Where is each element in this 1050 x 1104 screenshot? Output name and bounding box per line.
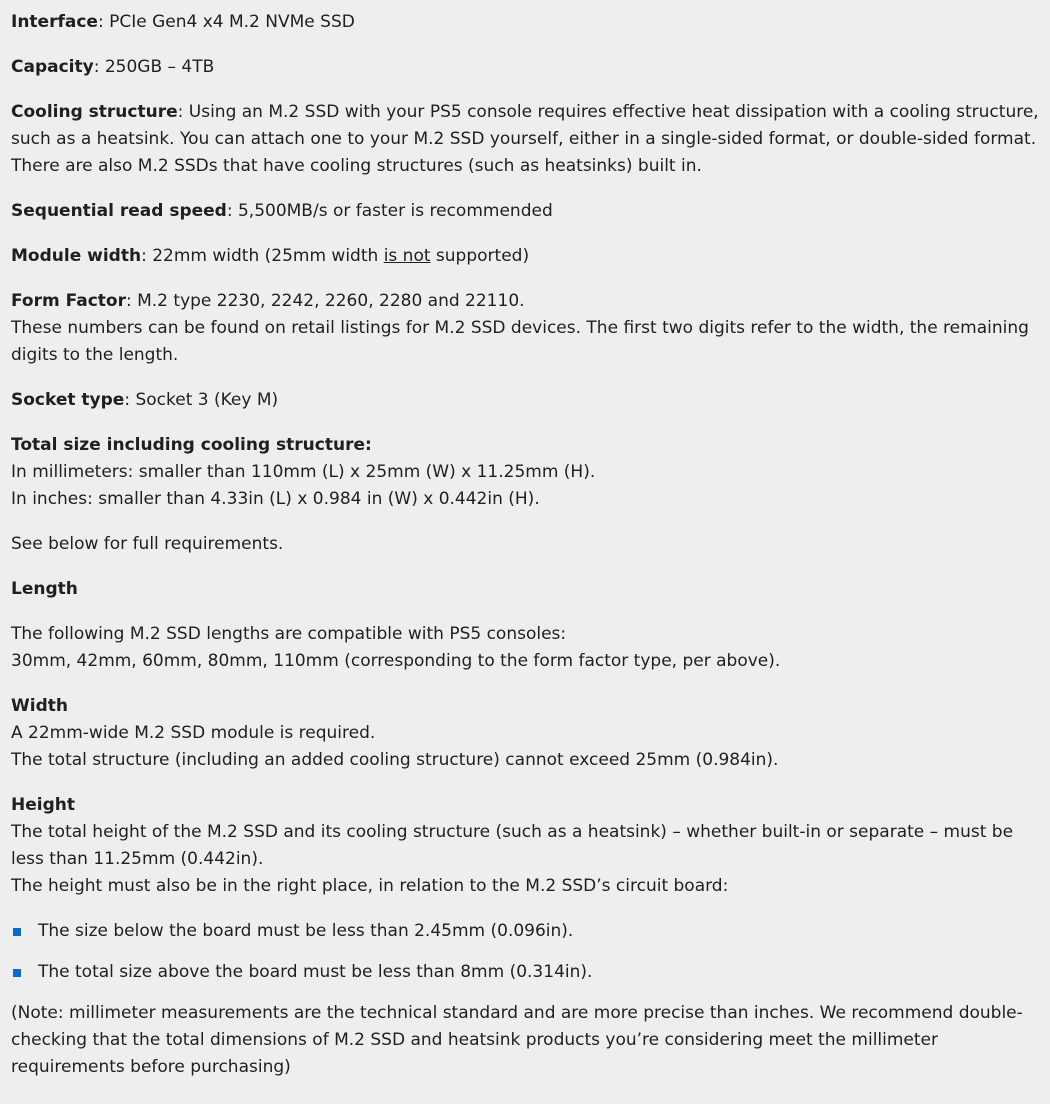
- list-item-text: The size below the board must be less than 2.45mm (0.096in).: [38, 921, 574, 941]
- emphasis-underline: is not: [383, 246, 431, 266]
- see-below-text: See below for full requirements.: [11, 534, 284, 554]
- section-text-line: The total height of the M.2 SSD and its cooling structure (such as a heatsink) – whether built-in or separate – must be: [11, 822, 1014, 842]
- spec-socket-type: [11, 387, 1039, 414]
- spec-label: Module width: [11, 246, 142, 266]
- spec-interface: [11, 9, 1039, 36]
- spec-label: Socket type: [11, 390, 125, 410]
- section-height: [11, 792, 1039, 900]
- section-title-height: Height: [11, 795, 75, 815]
- spec-value: : PCIe Gen4 x4 M.2 NVMe SSD: [97, 12, 355, 32]
- list-item: [11, 918, 1039, 945]
- spec-text-line: In millimeters: smaller than 110mm (L) x 25mm (W) x 11.25mm (H).: [11, 462, 596, 482]
- height-bullet-list: [11, 918, 1039, 986]
- spec-value: : M.2 type 2230, 2242, 2260, 2280 and 22110.: [125, 291, 525, 311]
- spec-value: : Using an M.2 SSD with your PS5 console requires effective heat dissipation with a cooling structure,: [177, 102, 1039, 122]
- bullet-square-icon: [13, 928, 21, 936]
- spec-cooling-structure: [11, 99, 1039, 180]
- spec-text-line: There are also M.2 SSDs that have cooling structures (such as heatsinks) built in.: [11, 156, 702, 176]
- spec-label: Sequential read speed: [11, 201, 227, 221]
- bullet-square-icon: [13, 969, 21, 977]
- list-item-text: The total size above the board must be less than 8mm (0.314in).: [38, 962, 593, 982]
- spec-value: : 22mm width (25mm width: [141, 246, 384, 266]
- section-text-line: The total structure (including an added cooling structure) cannot exceed 25mm (0.984in).: [11, 750, 779, 770]
- section-title-length: Length: [11, 579, 78, 599]
- spec-value: : 250GB – 4TB: [93, 57, 215, 77]
- spec-text-line: These numbers can be found on retail listings for M.2 SSD devices. The first two digits refer to the width, the remaining: [11, 318, 1029, 338]
- section-title-width: Width: [11, 696, 68, 716]
- spec-text-line: In inches: smaller than 4.33in (L) x 0.984 in (W) x 0.442in (H).: [11, 489, 540, 509]
- spec-text-line: such as a heatsink. You can attach one to your M.2 SSD yourself, either in a single-sided format, or double-sided format.: [11, 129, 1037, 149]
- spec-label: Form Factor: [11, 291, 126, 311]
- section-width: [11, 693, 1039, 774]
- spec-value: : 5,500MB/s or faster is recommended: [226, 201, 553, 221]
- section-text-line: The height must also be in the right place, in relation to the M.2 SSD’s circuit board:: [11, 876, 729, 896]
- spec-module-width: [11, 243, 1039, 270]
- section-text-line: less than 11.25mm (0.442in).: [11, 849, 264, 869]
- spec-capacity: [11, 54, 1039, 81]
- spec-text-line: digits to the length.: [11, 345, 179, 365]
- section-length: [11, 576, 1039, 675]
- list-item: [11, 959, 1039, 986]
- spec-read-speed: [11, 198, 1039, 225]
- spec-label: Cooling structure: [11, 102, 178, 122]
- spec-value-end: supported): [430, 246, 530, 266]
- spec-form-factor: [11, 288, 1039, 369]
- see-below-note: [11, 531, 1039, 558]
- spec-label: Capacity: [11, 57, 94, 77]
- note-text-line: checking that the total dimensions of M.2 SSD and heatsink products you’re considering meet the millimeter: [11, 1030, 938, 1050]
- spec-value: : Socket 3 (Key M): [124, 390, 279, 410]
- note-text-line: (Note: millimeter measurements are the technical standard and are more precise than inches. We recommend double-: [11, 1003, 1023, 1023]
- section-text-line: The following M.2 SSD lengths are compatible with PS5 consoles:: [11, 624, 567, 644]
- section-text-line: A 22mm-wide M.2 SSD module is required.: [11, 723, 376, 743]
- section-text-line: 30mm, 42mm, 60mm, 80mm, 110mm (corresponding to the form factor type, per above).: [11, 651, 781, 671]
- spec-label: Interface: [11, 12, 98, 32]
- spec-label: Total size including cooling structure:: [11, 435, 372, 455]
- note-text-line: requirements before purchasing): [11, 1057, 291, 1077]
- measurement-note: [11, 1000, 1039, 1081]
- spec-total-size: [11, 432, 1039, 513]
- spacer: [11, 603, 1039, 621]
